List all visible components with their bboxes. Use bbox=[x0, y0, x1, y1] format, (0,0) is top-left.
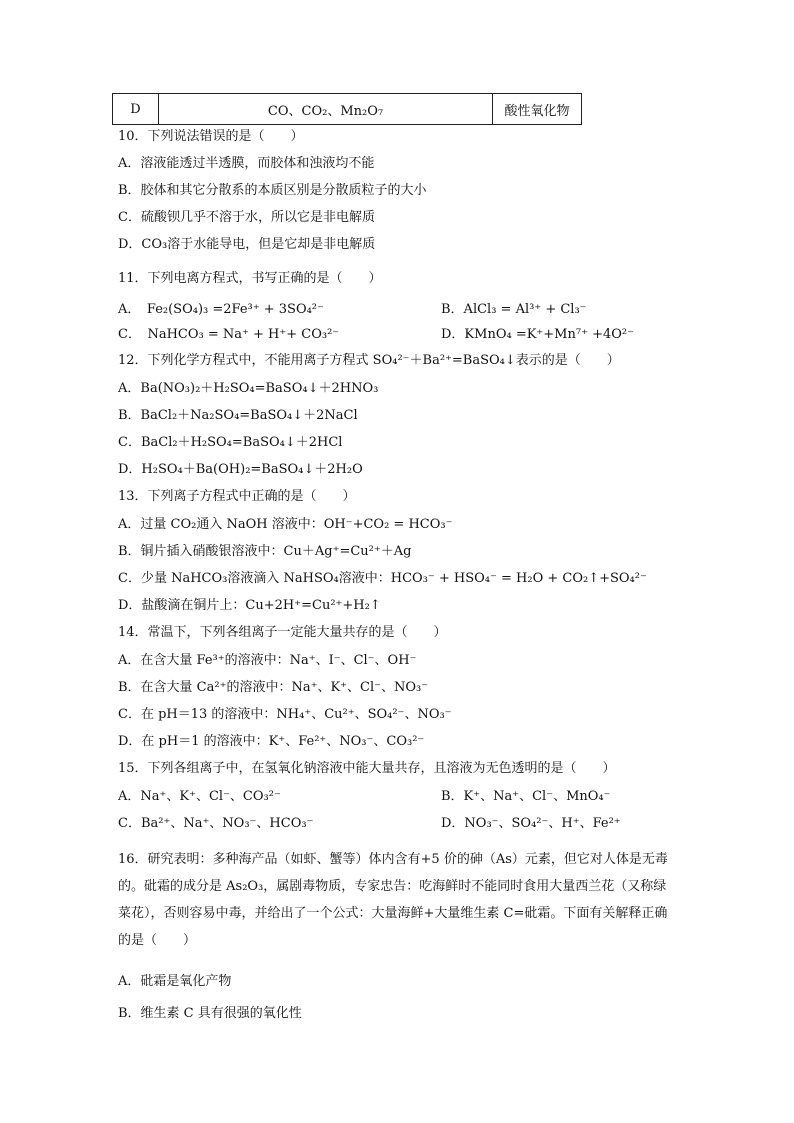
q16-option-a: A．砒霜是氧化产物 bbox=[118, 974, 232, 989]
q10-option-b: B．胶体和其它分散系的本质区别是分散质粒子的大小 bbox=[118, 183, 427, 198]
q15-stem: 15．下列各组离子中，在氢氧化钠溶液中能大量共存，且溶液为无色透明的是（ ） bbox=[118, 761, 616, 776]
q12-option-c: C．BaCl₂＋H₂SO₄=BaSO₄↓＋2HCl bbox=[118, 435, 343, 450]
q12-option-a: A．Ba(NO₃)₂＋H₂SO₄=BaSO₄↓＋2HNO₃ bbox=[118, 381, 379, 396]
q11-option-a: A． Fe₂(SO₄)₃ =2Fe³⁺ + 3SO₄²⁻ bbox=[118, 302, 324, 317]
q13-option-c: C．少量 NaHCO₃溶液滴入 NaHSO₄溶液中：HCO₃⁻ + HSO₄⁻ = H₂O + CO₂↑+SO₄²⁻ bbox=[118, 571, 647, 586]
q13-option-b: B．铜片插入硝酸银溶液中：Cu＋Ag⁺=Cu²⁺＋Ag bbox=[118, 544, 412, 559]
q11-option-c: C． NaHCO₃ = Na⁺ + H⁺+ CO₃²⁻ bbox=[118, 327, 340, 342]
q10-option-a: A．溶液能透过半透膜，而胶体和浊液均不能 bbox=[118, 156, 375, 171]
q15-option-c: C．Ba²⁺、Na⁺、NO₃⁻、HCO₃⁻ bbox=[118, 816, 314, 831]
q14-option-d: D．在 pH＝1 的溶液中：K⁺、Fe²⁺、NO₃⁻、CO₃²⁻ bbox=[118, 734, 425, 749]
q14-option-b: B．在含大量 Ca²⁺的溶液中：Na⁺、K⁺、Cl⁻、NO₃⁻ bbox=[118, 680, 429, 695]
q12-option-b: B．BaCl₂＋Na₂SO₄=BaSO₄↓＋2NaCl bbox=[118, 408, 358, 423]
q11-option-d: D．KMnO₄ =K⁺+Mn⁷⁺ +4O²⁻ bbox=[441, 327, 634, 342]
q10-stem: 10．下列说法错误的是（ ） bbox=[118, 129, 304, 144]
q13-option-d: D．盐酸滴在铜片上：Cu+2H⁺=Cu²⁺+H₂↑ bbox=[118, 598, 381, 613]
q16-option-b: B．维生素 C 具有很强的氧化性 bbox=[118, 1006, 302, 1021]
row-category: 酸性氧化物 bbox=[493, 94, 582, 125]
q11-option-b: B．AlCl₃ = Al³⁺ + Cl₃⁻ bbox=[441, 302, 587, 317]
row-substances: CO、CO₂、Mn₂O₇ bbox=[159, 94, 493, 125]
q11-stem: 11．下列电离方程式，书写正确的是（ ） bbox=[118, 271, 382, 286]
q15-option-a: A．Na⁺、K⁺、Cl⁻、CO₃²⁻ bbox=[118, 789, 281, 804]
q13-stem: 13．下列离子方程式中正确的是（ ） bbox=[118, 489, 356, 504]
q10-option-d: D．CO₃溶于水能导电，但是它却是非电解质 bbox=[118, 237, 376, 252]
q12-stem: 12．下列化学方程式中，不能用离子方程式 SO₄²⁻＋Ba²⁺=BaSO₄↓表示的是（ ） bbox=[118, 353, 620, 368]
q14-option-c: C．在 pH＝13 的溶液中：NH₄⁺、Cu²⁺、SO₄²⁻、NO₃⁻ bbox=[118, 707, 452, 722]
row-label: D bbox=[113, 94, 159, 125]
q15-option-d: D．NO₃⁻、SO₄²⁻、H⁺、Fe²⁺ bbox=[441, 816, 621, 831]
q16-stem: 16．研究表明：多种海产品（如虾、蟹等）体内含有+5 价的砷（As）元素，但它对人体是无毒的。砒霜的成分是 As₂O₃，属剧毒物质，专家忠告：吃海鲜时不能同时食用大量西兰花（又称绿菜花），否则容易中毒，并给出了一个公式：大量海鲜+大量维生素 C=砒霜。下面有关解释正确的是（ ） bbox=[118, 852, 668, 948]
q14-stem: 14．常温下，下列各组离子一定能大量共存的是（ ） bbox=[118, 625, 447, 640]
table-row bbox=[113, 94, 582, 125]
q12-option-d: D．H₂SO₄＋Ba(OH)₂=BaSO₄↓＋2H₂O bbox=[118, 462, 363, 477]
q10-option-c: C．硫酸钡几乎不溶于水，所以它是非电解质 bbox=[118, 210, 375, 225]
q15-option-b: B．K⁺、Na⁺、Cl⁻、MnO₄⁻ bbox=[441, 789, 611, 804]
classification-table bbox=[112, 93, 582, 125]
q14-option-a: A．在含大量 Fe³⁺的溶液中：Na⁺、I⁻、Cl⁻、OH⁻ bbox=[118, 653, 417, 668]
q13-option-a: A．过量 CO₂通入 NaOH 溶液中：OH⁻+CO₂ = HCO₃⁻ bbox=[118, 517, 453, 532]
